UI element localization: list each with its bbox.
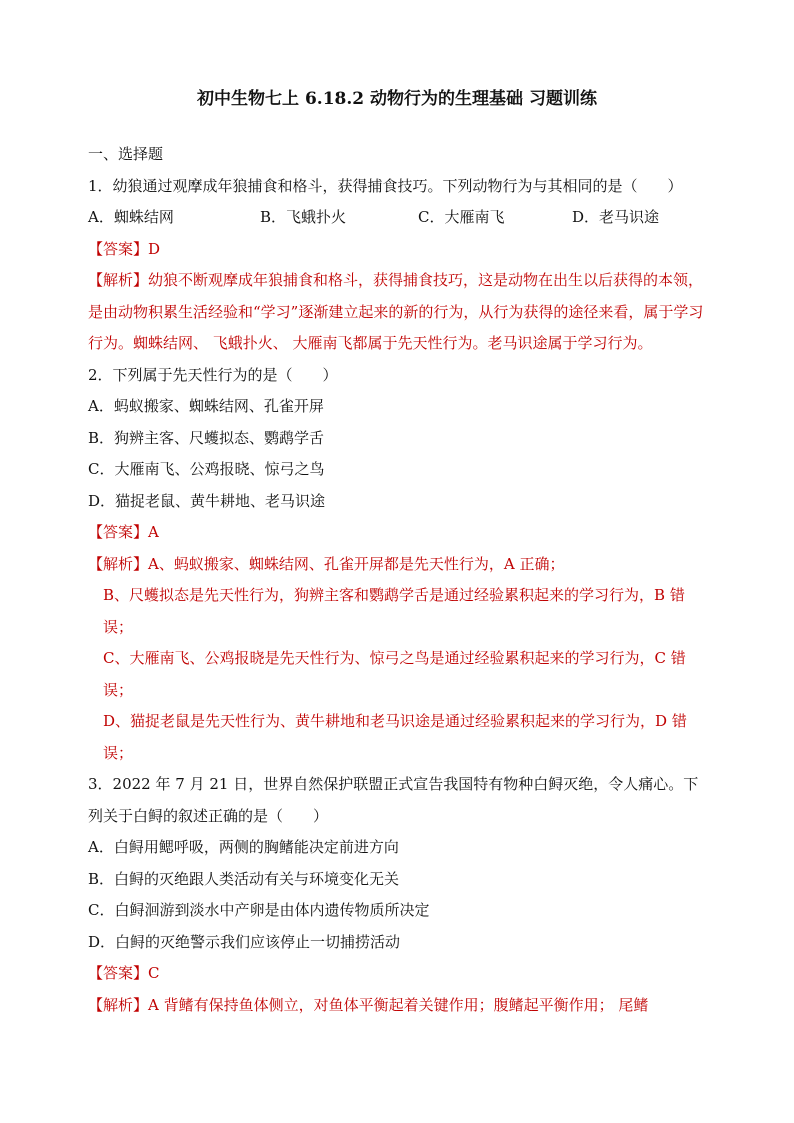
question-3-stem: 3．2022 年 7 月 21 日，世界自然保护联盟正式宣告我国特有物种白鲟灭绝，令人痛心。下列关于白鲟的叙述正确的是（ ） [88,775,699,825]
analysis-d: D、猫捉老鼠是先天性行为、黄牛耕地和老马识途是通过经验累积起来的学习行为，D 错误； [103,712,687,762]
analysis-text: A 背鳍有保持鱼体侧立，对鱼体平衡起着关键作用；腹鳍起平衡作用； 尾鳍 [148,995,649,1014]
answer-value: D [148,239,161,258]
section-heading: 一、选择题 [88,145,164,163]
question-1-analysis [88,265,706,360]
answer-tag: 【答案】 [88,239,149,258]
option-b: B．飞蛾扑火 [260,208,347,226]
question-2-stem: 2．下列属于先天性行为的是（ ） [88,365,338,384]
option-d: D．老马识途 [572,208,660,226]
option-b: B．狗辨主客、尺蠖拟态、鹦鹉学舌 [88,428,325,447]
analysis-text: A、蚂蚁搬家、蜘蛛结网、孔雀开屏都是先天性行为，A 正确； [148,554,565,573]
option-a: A．白鲟用鳃呼吸，两侧的胸鳍能决定前进方向 [88,838,399,856]
analysis-tag: 【解析】 [88,271,149,289]
option-b: B．白鲟的灭绝跟人类活动有关与环境变化无关 [88,869,400,888]
question-2-answer [88,517,706,549]
option-d: D．猫捉老鼠、黄牛耕地、老马识途 [88,491,326,510]
question-3-analysis [88,990,706,1022]
option-a: A．蜘蛛结网 [88,208,174,226]
page-title: 初中生物七上 6.18.2 动物行为的生理基础 习题训练 [197,89,597,109]
answer-tag: 【答案】 [88,964,149,982]
answer-value: C [148,964,160,982]
question-2-analysis [88,549,706,581]
option-c: C．大雁南飞、公鸡报晓、惊弓之鸟 [88,460,325,478]
analysis-b: B、尺蠖拟态是先天性行为，狗辨主客和鹦鹉学舌是通过经验累积起来的学习行为，B 错误； [103,586,685,636]
analysis-text: 幼狼不断观摩成年狼捕食和格斗，获得捕食技巧，这是动物在出生以后获得的本领，是由动物积累生活经验和“学习”逐渐建立起来的新的行为，从行为获得的途径来看，属于学习行为。蜘蛛结网、 飞蛾扑火、 大雁南飞都属于先天性行为。老马识途属于学习行为。 [88,271,704,352]
question-1-stem: 1．幼狼通过观摩成年狼捕食和格斗，获得捕食技巧。下列动物行为与其相同的是（ ） [88,176,683,195]
answer-tag: 【答案】 [88,523,149,541]
option-a: A．蚂蚁搬家、蜘蛛结网、孔雀开屏 [88,397,324,415]
option-c: C．白鲟洄游到淡水中产卵是由体内遗传物质所决定 [88,901,430,919]
analysis-tag: 【解析】 [88,995,149,1014]
question-1-options [88,202,706,234]
answer-value: A [148,523,159,541]
question-1-answer [88,234,706,266]
analysis-tag: 【解析】 [88,554,149,573]
option-c: C．大雁南飞 [418,208,505,226]
option-d: D．白鲟的灭绝警示我们应该停止一切捕捞活动 [88,932,401,951]
analysis-c: C、大雁南飞、公鸡报晓是先天性行为、惊弓之鸟是通过经验累积起来的学习行为，C 错误； [103,649,686,699]
question-3-answer [88,958,706,990]
